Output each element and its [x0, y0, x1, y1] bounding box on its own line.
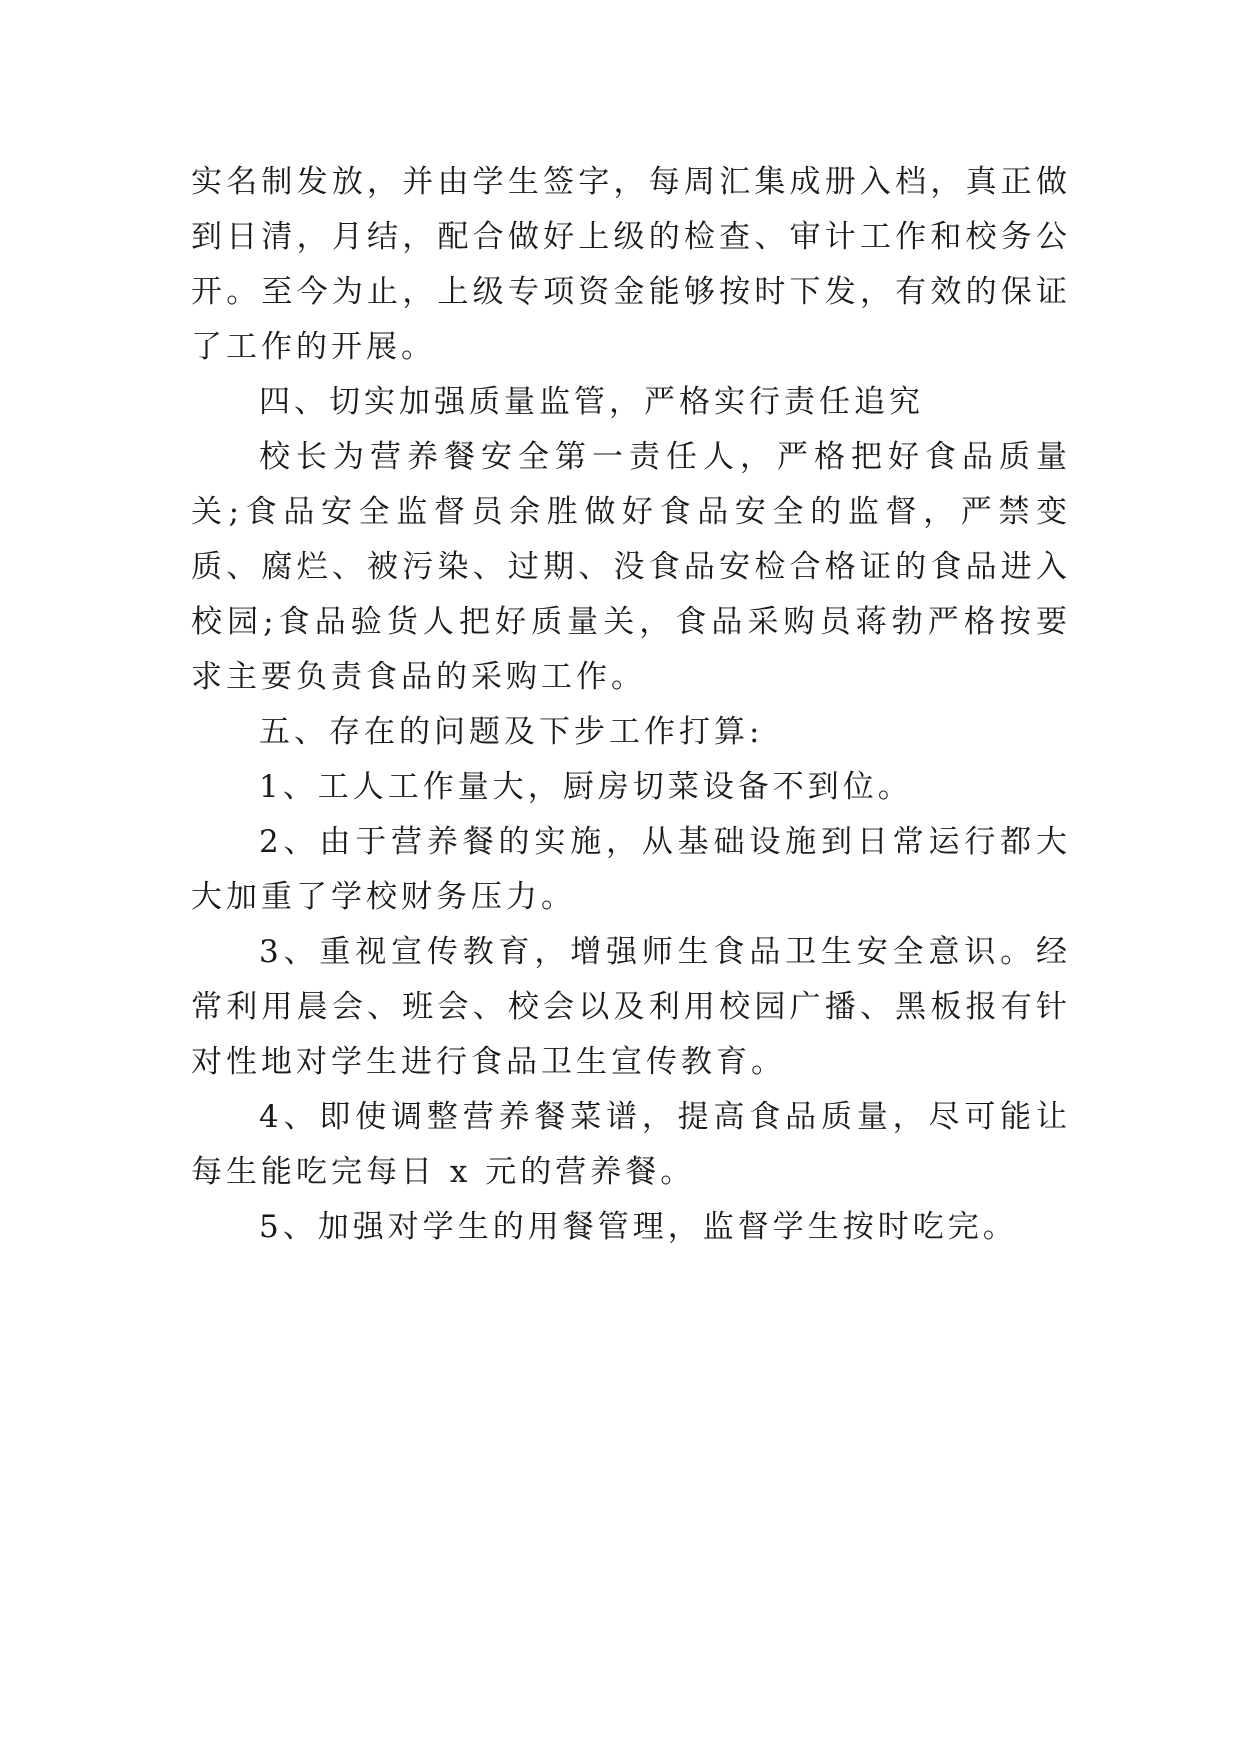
list-item-1: 1、工人工作量大，厨房切菜设备不到位。 — [259, 769, 913, 805]
list-item-3: 3、重视宣传教育，增强师生食品卫生安全意识。经常利用晨会、班会、校会以及利用校园广播、黑板报有针对性地对学生进行食品卫生宣传教育。 — [191, 934, 1071, 1080]
paragraph-quality-responsibility: 校长为营养餐安全第一责任人，严格把好食品质量关;食品安全监督员余胜做好食品安全的监督，严禁变质、腐烂、被污染、过期、没食品安检合格证的食品进入校园;食品验货人把好质量关，食品采购员蒋勃严格按要求主要负责食品的采购工作。 — [191, 439, 1071, 695]
list-item-5: 5、加强对学生的用餐管理，监督学生按时吃完。 — [259, 1209, 1018, 1245]
heading-section-four: 四、切实加强质量监管，严格实行责任追究 — [259, 384, 924, 420]
paragraph-funds-continuation: 实名制发放，并由学生签字，每周汇集成册入档，真正做到日清，月结，配合做好上级的检查、审计工作和校务公开。至今为止，上级专项资金能够按时下发，有效的保证了工作的开展。 — [191, 164, 1071, 365]
heading-section-five: 五、存在的问题及下步工作打算: — [259, 714, 764, 750]
document-body — [191, 155, 1071, 1255]
list-item-4: 4、即使调整营养餐菜谱，提高食品质量，尽可能让每生能吃完每日 x 元的营养餐。 — [191, 1099, 1071, 1190]
list-item-2: 2、由于营养餐的实施，从基础设施到日常运行都大大加重了学校财务压力。 — [191, 824, 1071, 915]
